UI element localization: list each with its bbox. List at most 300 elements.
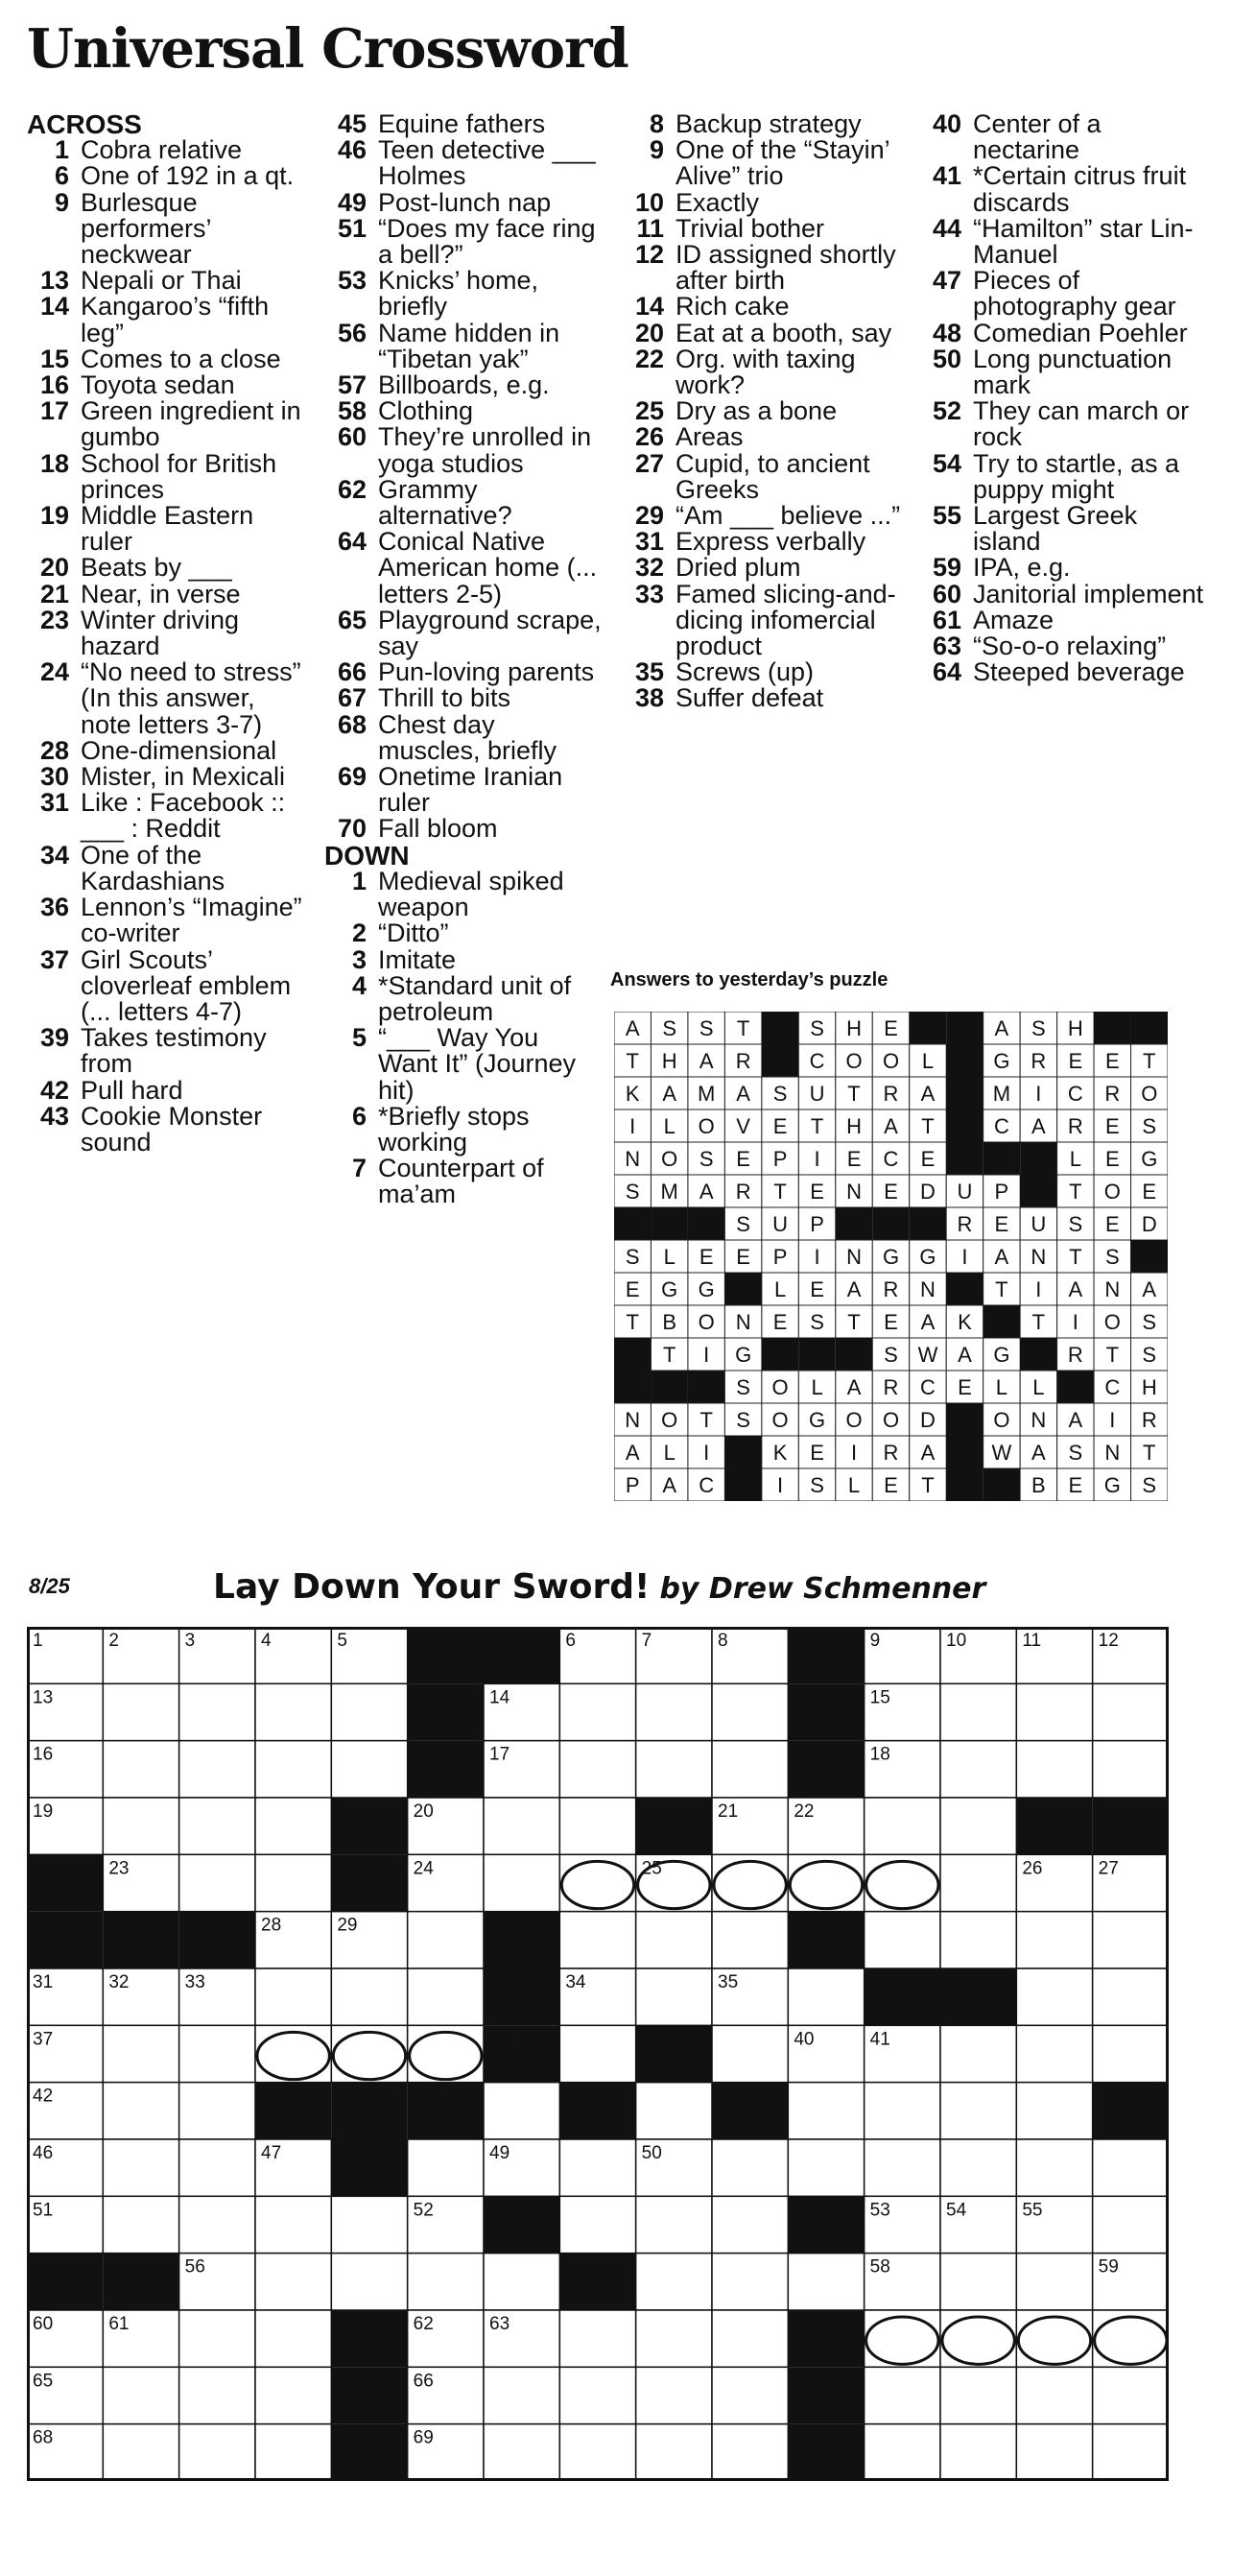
answer-letter: O (771, 1375, 789, 1400)
grid-cell[interactable] (788, 2254, 864, 2310)
grid-cell[interactable] (1016, 2367, 1092, 2423)
clue-number: 32 (634, 553, 664, 583)
grid-cell[interactable] (712, 2254, 788, 2310)
clue-text: Cobra relative (81, 135, 243, 165)
answer-letter: E (1104, 1114, 1120, 1139)
answer-letter: L (995, 1375, 1008, 1400)
answer-letter: A (920, 1310, 936, 1335)
answer-letter: N (920, 1277, 936, 1302)
grid-cell[interactable] (179, 2083, 255, 2139)
grid-black-cell (865, 1968, 940, 2025)
grid-cell[interactable] (179, 1854, 255, 1911)
grid-cell[interactable] (1016, 1912, 1092, 1968)
clue-number: 68 (337, 709, 367, 739)
grid-cell[interactable] (179, 2367, 255, 2423)
grid-cell[interactable] (1093, 1741, 1169, 1798)
clue (27, 840, 305, 895)
answer-black-cell (651, 1371, 687, 1403)
cell-number: 16 (33, 1744, 54, 1765)
clue-number: 37 (39, 944, 69, 974)
clue (919, 503, 1207, 555)
answer-letter: S (1031, 1016, 1046, 1041)
clue-text: Screws (up) (675, 657, 815, 687)
clues-column-2 (324, 111, 603, 1208)
clue-number: 56 (337, 318, 367, 347)
grid-cell[interactable] (940, 2083, 1016, 2139)
answer-black-cell (798, 1338, 835, 1371)
answer-black-cell (836, 1207, 872, 1240)
clue-text: Clothing (378, 396, 474, 426)
grid-cell[interactable] (712, 2310, 788, 2367)
answer-letter: T (1069, 1180, 1082, 1205)
grid-cell[interactable] (255, 1854, 331, 1911)
grid-cell[interactable] (559, 2424, 635, 2481)
clue-text: Billboards, e.g. (378, 370, 550, 400)
cell-number: 43 (413, 2086, 434, 2107)
grid-cell[interactable] (636, 2367, 712, 2423)
grid-cell[interactable] (636, 1968, 712, 2025)
answer-letter: R (1067, 1114, 1083, 1139)
answer-letter: R (1104, 1082, 1121, 1107)
across-header: ACROSS (27, 109, 142, 139)
grid-cell[interactable] (1093, 2310, 1169, 2367)
grid-cell[interactable] (484, 2367, 559, 2423)
cell-number: 10 (946, 1631, 967, 1651)
grid-cell[interactable] (484, 1854, 559, 1911)
clue (622, 137, 910, 189)
grid-cell[interactable] (559, 2196, 635, 2253)
grid-black-cell (103, 1912, 178, 1968)
answer-letter: S (736, 1408, 750, 1433)
answer-letter: O (845, 1049, 863, 1074)
answer-letter: A (994, 1245, 1009, 1270)
cell-number: 27 (1098, 1858, 1119, 1879)
answer-black-cell (1020, 1175, 1056, 1207)
grid-cell[interactable] (636, 2424, 712, 2481)
answer-letter: I (777, 1473, 784, 1498)
grid-cell[interactable] (103, 2367, 178, 2423)
grid-cell[interactable] (940, 2367, 1016, 2423)
answer-letter: A (699, 1180, 714, 1205)
clue (27, 1075, 305, 1105)
clue-number: 66 (337, 657, 367, 687)
grid-black-cell (331, 2310, 407, 2367)
grid-black-cell (408, 1741, 484, 1798)
cell-number: 52 (413, 2200, 434, 2221)
clue-number: 18 (39, 448, 69, 478)
grid-cell[interactable] (1093, 2196, 1169, 2253)
grid-cell[interactable] (559, 1683, 635, 1740)
grid-black-cell (484, 2196, 559, 2253)
grid-cell[interactable] (559, 2139, 635, 2196)
grid-cell[interactable] (1016, 2310, 1092, 2367)
grid-cell[interactable] (940, 2254, 1016, 2310)
grid-cell[interactable] (636, 2310, 712, 2367)
answer-letter: R (1067, 1343, 1083, 1368)
clue (27, 346, 305, 372)
grid-cell[interactable] (559, 2310, 635, 2367)
crossword-grid[interactable] (27, 1627, 1169, 2481)
grid-cell[interactable] (940, 1798, 1016, 1854)
clue (919, 579, 1207, 608)
grid-black-cell (103, 2254, 178, 2310)
grid-cell[interactable] (940, 1741, 1016, 1798)
grid-cell[interactable] (788, 1968, 864, 2025)
answer-black-cell (1094, 1012, 1130, 1044)
grid-cell[interactable] (331, 2025, 407, 2082)
answer-black-cell (614, 1371, 651, 1403)
grid-cell[interactable] (1093, 2424, 1169, 2481)
grid-cell[interactable] (865, 1798, 940, 1854)
grid-cell[interactable] (1016, 2025, 1092, 2082)
answer-letter: C (920, 1375, 936, 1400)
grid-cell[interactable] (712, 1854, 788, 1911)
grid-cell[interactable] (712, 1683, 788, 1740)
clue-text: Post-lunch nap (378, 187, 552, 217)
grid-cell[interactable] (1016, 1741, 1092, 1798)
clue-number: 9 (54, 187, 69, 217)
grid-cell[interactable] (103, 1798, 178, 1854)
grid-cell[interactable] (865, 2424, 940, 2481)
grid-cell[interactable] (484, 2424, 559, 2481)
cell-number: 65 (33, 2371, 54, 2392)
grid-cell[interactable] (255, 1798, 331, 1854)
grid-cell[interactable] (331, 2196, 407, 2253)
clue (324, 529, 603, 608)
clue-number: 28 (39, 735, 69, 765)
answer-letter: S (1142, 1310, 1157, 1335)
answer-letter: E (736, 1147, 750, 1172)
grid-cell[interactable] (103, 2424, 178, 2481)
answer-letter: T (1105, 1343, 1120, 1368)
grid-cell[interactable] (179, 1683, 255, 1740)
answer-letter: A (920, 1441, 936, 1466)
clue-number: 44 (932, 213, 961, 243)
grid-cell[interactable] (865, 2083, 940, 2139)
grid-cell[interactable] (331, 1741, 407, 1798)
grid-cell[interactable] (559, 1912, 635, 1968)
clue-number: 23 (39, 605, 69, 634)
grid-cell[interactable] (865, 2139, 940, 2196)
grid-cell[interactable] (1093, 1968, 1169, 2025)
clues-column-1 (27, 111, 305, 1156)
answer-letter: A (1031, 1441, 1046, 1466)
clue (919, 555, 1207, 581)
answer-letter: R (735, 1180, 751, 1205)
grid-cell[interactable] (331, 1968, 407, 2025)
grid-black-cell (788, 2196, 864, 2253)
grid-cell[interactable] (1093, 2139, 1169, 2196)
clue-number: 2 (351, 918, 367, 948)
grid-cell[interactable] (1093, 2367, 1169, 2423)
grid-cell[interactable] (636, 1683, 712, 1740)
grid-cell[interactable] (559, 1854, 635, 1911)
grid-cell[interactable] (331, 1683, 407, 1740)
answer-letter: S (772, 1082, 788, 1107)
grid-cell[interactable] (712, 2025, 788, 2082)
clue-text: Nepali or Thai (81, 266, 242, 296)
grid-cell[interactable] (255, 2310, 331, 2367)
clue-number: 67 (337, 683, 367, 713)
grid-cell[interactable] (255, 2025, 331, 2082)
answer-letter: V (736, 1114, 750, 1139)
grid-cell[interactable] (103, 2196, 178, 2253)
grid-cell[interactable] (712, 1741, 788, 1798)
answer-letter: E (920, 1147, 936, 1172)
grid-cell[interactable] (1016, 1968, 1092, 2025)
clue-number: 42 (39, 1075, 69, 1105)
answer-letter: C (993, 1114, 1009, 1139)
answer-black-cell (614, 1338, 651, 1371)
grid-cell[interactable] (103, 2025, 178, 2082)
grid-cell[interactable] (712, 2139, 788, 2196)
grid-cell[interactable] (179, 1798, 255, 1854)
clue-text: Equine fathers (378, 109, 546, 138)
grid-cell[interactable] (940, 1683, 1016, 1740)
clue-number: 22 (634, 344, 664, 373)
grid-cell[interactable] (1093, 1912, 1169, 1968)
grid-cell[interactable] (940, 1912, 1016, 1968)
clue-text: “So-o-o relaxing” (973, 632, 1167, 661)
answer-letter: K (625, 1082, 640, 1107)
grid-cell[interactable] (255, 2367, 331, 2423)
clue-text: “___ Way You Want It” (Journey hit) (378, 1023, 577, 1105)
grid-cell[interactable] (865, 1854, 940, 1911)
grid-cell[interactable] (331, 2254, 407, 2310)
grid-cell[interactable] (940, 2424, 1016, 2481)
clue-text: Girl Scouts’ cloverleaf emblem (... letters 4-7) (81, 944, 292, 1026)
clue-text: Try to startle, as a puppy might (973, 448, 1180, 504)
grid-cell[interactable] (1016, 1683, 1092, 1740)
grid-cell[interactable] (255, 2424, 331, 2481)
answer-letter: E (810, 1441, 824, 1466)
grid-cell[interactable] (940, 2139, 1016, 2196)
grid-cell[interactable] (559, 1741, 635, 1798)
answer-letter: G (698, 1277, 715, 1302)
clue (324, 944, 603, 974)
grid-cell[interactable] (103, 1741, 178, 1798)
cell-number: 19 (33, 1801, 54, 1822)
grid-black-cell (255, 2083, 331, 2139)
grid-cell[interactable] (559, 1798, 635, 1854)
clue-number: 19 (39, 501, 69, 531)
grid-cell[interactable] (788, 1854, 864, 1911)
answer-letter: U (957, 1180, 973, 1205)
down-clue-list (324, 866, 603, 1209)
cell-number: 21 (718, 1801, 739, 1822)
clue-text: Playground scrape, say (378, 605, 602, 661)
grid-cell[interactable] (865, 2310, 940, 2367)
answer-letter: E (810, 1180, 824, 1205)
clue (919, 398, 1207, 450)
clue-text: Medieval spiked weapon (378, 866, 564, 922)
answer-letter: I (703, 1441, 710, 1466)
answer-letter: G (993, 1343, 1010, 1368)
down-clue-list (919, 111, 1207, 685)
grid-cell[interactable] (712, 2196, 788, 2253)
grid-cell[interactable] (255, 1741, 331, 1798)
grid-cell[interactable] (179, 2424, 255, 2481)
clue (324, 187, 603, 217)
clue-number: 53 (337, 266, 367, 296)
answer-letter: S (810, 1310, 824, 1335)
grid-cell[interactable] (712, 2367, 788, 2423)
grid-cell[interactable] (179, 2139, 255, 2196)
grid-cell[interactable] (636, 1741, 712, 1798)
clue (622, 398, 910, 424)
answer-letter: H (1067, 1016, 1083, 1041)
answer-black-cell (1131, 1240, 1168, 1273)
clue-number: 49 (337, 187, 367, 217)
clue-text: Largest Greek island (973, 501, 1138, 557)
answer-letter: T (847, 1310, 861, 1335)
clue (919, 659, 1207, 685)
clue-number: 54 (932, 448, 961, 478)
clue (622, 555, 910, 581)
cell-number: 3 (184, 1631, 196, 1651)
clue-number: 11 (636, 213, 664, 243)
clues-column-3 (622, 111, 910, 712)
answer-letter: G (1103, 1473, 1121, 1498)
clue-text: Famed slicing-and-dicing infomercial product (675, 579, 896, 661)
cell-number: 39 (641, 2029, 662, 2050)
grid-cell[interactable] (1016, 2254, 1092, 2310)
clue-text: Steeped beverage (973, 657, 1185, 687)
clue-number: 55 (932, 501, 961, 531)
clue-number: 16 (39, 370, 69, 400)
grid-cell[interactable] (636, 2083, 712, 2139)
clue-text: IPA, e.g. (973, 553, 1071, 583)
clue-number: 29 (634, 501, 664, 531)
answer-letter: A (994, 1016, 1009, 1041)
cell-number: 18 (869, 1744, 890, 1765)
grid-cell[interactable] (179, 2310, 255, 2367)
grid-cell[interactable] (940, 1854, 1016, 1911)
grid-cell[interactable] (636, 1912, 712, 1968)
clue-text: Comes to a close (81, 344, 281, 373)
answer-letter: R (883, 1375, 899, 1400)
grid-cell[interactable] (865, 1912, 940, 1968)
grid-cell[interactable] (179, 2196, 255, 2253)
clue-text: Suffer defeat (675, 683, 824, 713)
answer-letter: T (1031, 1310, 1046, 1335)
grid-cell[interactable] (103, 2083, 178, 2139)
clue-text: One-dimensional (81, 735, 277, 765)
grid-cell[interactable] (1093, 1683, 1169, 1740)
cell-number: 37 (33, 2029, 54, 2050)
clue (27, 764, 305, 790)
cell-number: 36 (946, 1972, 967, 1992)
grid-cell[interactable] (255, 2196, 331, 2253)
answer-letter: P (625, 1473, 640, 1498)
answer-letter: N (1104, 1441, 1121, 1466)
clue-text: Fall bloom (378, 814, 498, 844)
answer-letter: N (625, 1408, 641, 1433)
grid-cell[interactable] (408, 1968, 484, 2025)
answer-letter: E (846, 1147, 862, 1172)
grid-cell[interactable] (1016, 2139, 1092, 2196)
grid-cell[interactable] (103, 2139, 178, 2196)
clue (919, 213, 1207, 270)
grid-cell[interactable] (636, 2196, 712, 2253)
answer-letter: T (1143, 1049, 1156, 1074)
answer-black-cell (910, 1012, 946, 1044)
clue-text: Chest day muscles, briefly (378, 709, 557, 765)
answer-black-cell (1020, 1338, 1056, 1371)
grid-cell[interactable] (408, 2254, 484, 2310)
cell-number: 31 (33, 1972, 54, 1992)
grid-cell[interactable] (940, 2025, 1016, 2082)
clue-number: 48 (932, 318, 961, 347)
clue-text: Near, in verse (81, 579, 241, 608)
grid-cell[interactable] (484, 2254, 559, 2310)
grid-cell[interactable] (1093, 2025, 1169, 2082)
grid-cell[interactable] (255, 1683, 331, 1740)
cell-number: 5 (337, 1631, 347, 1651)
answer-letter: D (1141, 1212, 1157, 1237)
answer-letter: S (1068, 1441, 1083, 1466)
cell-number: 8 (718, 1631, 728, 1651)
clue-number: 20 (39, 553, 69, 583)
clue-text: Janitorial implement (973, 579, 1204, 608)
cell-number: 44 (565, 2086, 586, 2107)
clue (27, 1025, 305, 1077)
answer-letter: E (884, 1473, 898, 1498)
cell-number: 40 (794, 2029, 815, 2050)
answer-letter: T (921, 1473, 935, 1498)
grid-cell[interactable] (1016, 2424, 1092, 2481)
grid-cell[interactable] (712, 1912, 788, 1968)
clue (622, 503, 910, 529)
answer-letter: O (1103, 1180, 1121, 1205)
grid-cell[interactable] (940, 2310, 1016, 2367)
grid-cell[interactable] (712, 2424, 788, 2481)
clue-text: Cookie Monster sound (81, 1101, 263, 1157)
grid-cell[interactable] (408, 2025, 484, 2082)
grid-cell[interactable] (865, 2367, 940, 2423)
grid-cell[interactable] (636, 2254, 712, 2310)
clue-number: 60 (337, 422, 367, 452)
grid-cell[interactable] (408, 2139, 484, 2196)
answer-letter: E (884, 1016, 898, 1041)
clue-number: 52 (932, 396, 961, 426)
answer-letter: D (920, 1408, 936, 1433)
grid-cell[interactable] (255, 1968, 331, 2025)
grid-black-cell (27, 1912, 103, 1968)
grid-cell[interactable] (255, 2254, 331, 2310)
grid-black-cell (331, 2424, 407, 2481)
clue (27, 187, 305, 270)
grid-cell[interactable] (103, 1683, 178, 1740)
answer-letter: I (703, 1343, 710, 1368)
answer-black-cell (762, 1338, 798, 1371)
grid-cell[interactable] (559, 2367, 635, 2423)
grid-cell[interactable] (179, 1741, 255, 1798)
cell-number: 6 (565, 1631, 576, 1651)
answer-letter: G (882, 1245, 900, 1270)
grid-cell[interactable] (408, 1912, 484, 1968)
grid-cell[interactable] (484, 2083, 559, 2139)
answer-letter: S (662, 1016, 677, 1041)
grid-cell[interactable] (179, 2025, 255, 2082)
clue-text: Backup strategy (675, 109, 862, 138)
grid-cell[interactable] (788, 2083, 864, 2139)
grid-cell[interactable] (788, 2139, 864, 2196)
grid-cell[interactable] (484, 1798, 559, 1854)
grid-cell[interactable] (1016, 2083, 1092, 2139)
grid-cell[interactable] (559, 2025, 635, 2082)
clue-number: 31 (634, 527, 664, 557)
